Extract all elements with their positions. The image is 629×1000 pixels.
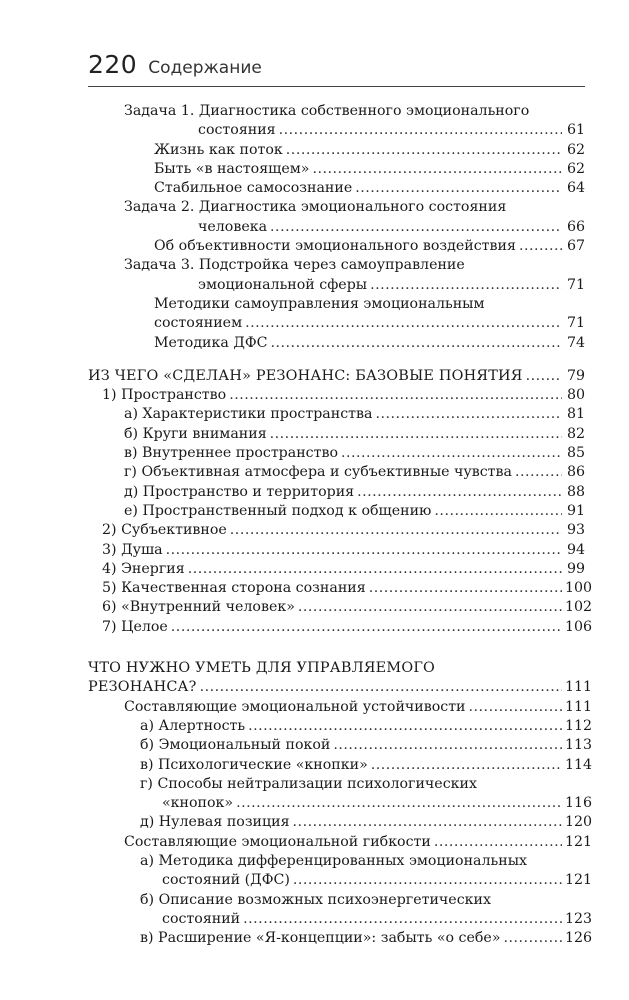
toc-leader-dots — [286, 141, 562, 160]
toc-entry-title-line1: б) Описание возможных психоэнергетических — [140, 891, 491, 908]
toc-page-number: 126 — [565, 930, 593, 947]
toc-entry-title: 2) Субъективное — [102, 522, 227, 539]
toc-leader-dots — [355, 179, 562, 198]
toc-page-number: 74 — [566, 334, 585, 351]
toc-leader-dots — [526, 367, 562, 386]
toc-entry-title: 5) Качественная сторона сознания — [102, 580, 366, 597]
toc-chapter — [88, 659, 593, 698]
toc-page-number: 88 — [566, 483, 585, 500]
toc-leader-dots — [248, 717, 562, 736]
toc-entry-title-line1: Методики самоуправления эмоциональным — [154, 295, 485, 312]
toc-leader-dots — [333, 736, 562, 755]
toc-entry — [88, 463, 585, 482]
toc-entry — [88, 736, 593, 755]
toc-entry-title: д) Пространство и территория — [124, 483, 355, 500]
toc-entry-title-line1: а) Методика дифференцированных эмоциональных — [140, 852, 527, 869]
toc-leader-dots — [312, 160, 562, 179]
toc-entry — [88, 256, 585, 295]
toc-entry — [88, 521, 585, 540]
toc-leader-dots — [229, 386, 562, 405]
toc-page-number: 71 — [566, 315, 585, 332]
toc-entry-title: а) Характеристики пространства — [124, 406, 373, 423]
toc-entry-title: Методика ДФС — [154, 334, 268, 351]
toc-entry-title: б) Круги внимания — [124, 425, 267, 442]
toc-leader-dots — [293, 813, 562, 832]
toc-leader-dots — [166, 541, 562, 560]
toc-page-number: 100 — [565, 580, 593, 597]
toc-entry-title: 3) Душа — [102, 541, 163, 558]
toc-page-number: 86 — [566, 464, 585, 481]
toc-leader-dots — [434, 502, 562, 521]
toc-entry — [88, 891, 593, 930]
toc-entry-title: Об объективности эмоционального воздействия — [154, 238, 516, 255]
toc-entry — [88, 502, 585, 521]
toc-page-number: 123 — [565, 910, 593, 927]
toc-leader-dots — [200, 678, 562, 697]
toc-entry-title-line1: г) Способы нейтрализации психологических — [140, 775, 477, 792]
toc-entry — [88, 237, 585, 256]
toc-chapter-title-line1: ЧТО НУЖНО УМЕТЬ ДЛЯ УПРАВЛЯЕМОГО — [88, 660, 436, 677]
toc-page-number: 112 — [565, 717, 593, 734]
toc-entry-title: Стабильное самосознание — [154, 180, 353, 197]
toc-entry — [88, 179, 585, 198]
toc-leader-dots — [504, 929, 562, 948]
toc-page-number: 94 — [566, 541, 585, 558]
toc-entry-title: в) Психологические «кнопки» — [140, 756, 368, 773]
toc-entry-title: 7) Целое — [102, 618, 168, 635]
toc-page-number: 79 — [566, 367, 585, 384]
toc-entry — [88, 756, 593, 775]
toc-entry-title: г) Объективная атмосфера и субъективные чувства — [124, 464, 512, 481]
toc-leader-dots — [357, 483, 562, 502]
toc-page-number: 111 — [565, 698, 593, 715]
toc-entry-title: Составляющие эмоциональной устойчивости — [124, 698, 466, 715]
toc-leader-dots — [270, 425, 562, 444]
toc-entry — [88, 160, 585, 179]
toc-leader-dots — [519, 237, 562, 256]
toc-chapter — [88, 367, 585, 386]
toc-entry — [88, 717, 593, 736]
toc-entry — [88, 102, 585, 141]
toc-section-skills — [88, 659, 593, 948]
toc-entry-title-line1: Задача 3. Подстройка через самоуправление — [124, 257, 465, 274]
toc-leader-dots — [375, 405, 562, 424]
toc-entry-title: 4) Энергия — [102, 560, 185, 577]
toc-page-number: 106 — [565, 618, 593, 635]
toc-entry — [88, 405, 585, 424]
toc-entry — [88, 775, 593, 814]
toc-entry — [88, 579, 593, 598]
toc-leader-dots — [515, 463, 562, 482]
toc-entry-title: Жизнь как поток — [154, 141, 283, 158]
toc-entry — [88, 198, 585, 237]
toc-leader-dots — [293, 871, 562, 890]
toc-entry-title: 6) «Внутренний человек» — [102, 599, 295, 616]
toc-page-number: 114 — [565, 756, 593, 773]
toc-leader-dots — [230, 521, 562, 540]
toc-entry-title-line1: Задача 1. Диагностика собственного эмоционального — [124, 103, 530, 119]
toc-page-number: 82 — [566, 425, 585, 442]
toc-entry — [88, 334, 585, 353]
toc-leader-dots — [171, 618, 562, 637]
toc-entry-title-line1: Задача 2. Диагностика эмоционального состояния — [124, 199, 507, 216]
toc-entry — [88, 813, 593, 832]
toc-section-tasks — [88, 102, 585, 353]
toc-leader-dots — [298, 598, 562, 617]
toc-entry-title: е) Пространственный подход к общению — [124, 502, 432, 519]
toc-page-number: 66 — [566, 218, 585, 235]
toc-entry-title: в) Расширение «Я-концепции»: забыть «о себе» — [140, 930, 501, 947]
toc-entry — [88, 444, 585, 463]
toc-entry — [88, 598, 593, 617]
toc-entry — [88, 425, 585, 444]
toc-entry-title: Быть «в настоящем» — [154, 160, 310, 177]
toc-page-number: 85 — [566, 445, 585, 462]
toc-entry — [88, 852, 593, 891]
toc-entry — [88, 833, 593, 852]
toc-page-number: 61 — [566, 122, 585, 139]
toc-page-number: 81 — [566, 406, 585, 423]
toc-entry — [88, 483, 585, 502]
toc-leader-dots — [371, 756, 562, 775]
toc-chapter-title-line2: РЕЗОНАНСА? — [88, 679, 197, 696]
toc-leader-dots — [341, 444, 562, 463]
toc-section-basic-concepts — [88, 367, 593, 637]
toc-chapter-title: ИЗ ЧЕГО «СДЕЛАН» РЕЗОНАНС: БАЗОВЫЕ ПОНЯТИЯ — [88, 367, 523, 384]
toc-page-number: 102 — [565, 599, 593, 616]
toc-leader-dots — [236, 794, 562, 813]
toc-entry-title-line2: состояний — [162, 910, 241, 927]
toc-entry-title: Составляющие эмоциональной гибкости — [124, 833, 431, 850]
page-header — [88, 50, 585, 87]
toc-entry-title-line2: эмоциональной сферы — [198, 276, 368, 293]
toc-entry — [88, 141, 585, 160]
table-of-contents — [88, 102, 593, 948]
toc-page-number: 62 — [566, 141, 585, 158]
toc-entry — [88, 618, 593, 637]
toc-page-number: 71 — [566, 276, 585, 293]
toc-page-number: 113 — [565, 737, 593, 754]
running-title: Содержание — [148, 58, 262, 78]
toc-page-number: 62 — [566, 160, 585, 177]
toc-leader-dots — [245, 314, 562, 333]
toc-entry-title-line2: состоянием — [154, 315, 243, 332]
toc-entry-title: в) Внутреннее пространство — [124, 445, 338, 462]
toc-entry-title-line2: «кнопок» — [162, 795, 234, 812]
toc-entry-title: б) Эмоциональный покой — [140, 737, 331, 754]
page-number: 220 — [88, 50, 138, 79]
toc-entry-title-line2: человека — [198, 218, 268, 235]
toc-entry — [88, 560, 585, 579]
toc-page-number: 64 — [566, 180, 585, 197]
toc-leader-dots — [279, 121, 562, 140]
toc-entry — [88, 295, 585, 334]
toc-page-number: 99 — [566, 560, 585, 577]
toc-leader-dots — [434, 833, 562, 852]
toc-entry-title-line2: состояний (ДФС) — [162, 872, 290, 889]
toc-entry — [88, 698, 593, 717]
toc-page-number: 120 — [565, 814, 593, 831]
toc-leader-dots — [243, 910, 562, 929]
toc-page-number: 80 — [566, 387, 585, 404]
toc-entry-title-line2: состояния — [198, 122, 276, 139]
toc-leader-dots — [270, 218, 562, 237]
toc-leader-dots — [271, 334, 562, 353]
toc-entry — [88, 386, 585, 405]
toc-page-number: 93 — [566, 522, 585, 539]
toc-page-number: 116 — [565, 795, 593, 812]
toc-page-number: 91 — [566, 502, 585, 519]
toc-page-number: 121 — [565, 872, 593, 889]
toc-leader-dots — [188, 560, 562, 579]
toc-page-number: 121 — [565, 833, 593, 850]
toc-leader-dots — [370, 276, 562, 295]
toc-entry-title: д) Нулевая позиция — [140, 814, 290, 831]
toc-entry-title: 1) Пространство — [102, 387, 227, 404]
toc-leader-dots — [369, 579, 562, 598]
toc-page-number: 67 — [566, 238, 585, 255]
toc-entry — [88, 541, 585, 560]
toc-page-number: 111 — [565, 679, 593, 696]
toc-leader-dots — [469, 698, 562, 717]
toc-entry — [88, 929, 593, 948]
toc-entry-title: а) Алертность — [140, 717, 246, 734]
